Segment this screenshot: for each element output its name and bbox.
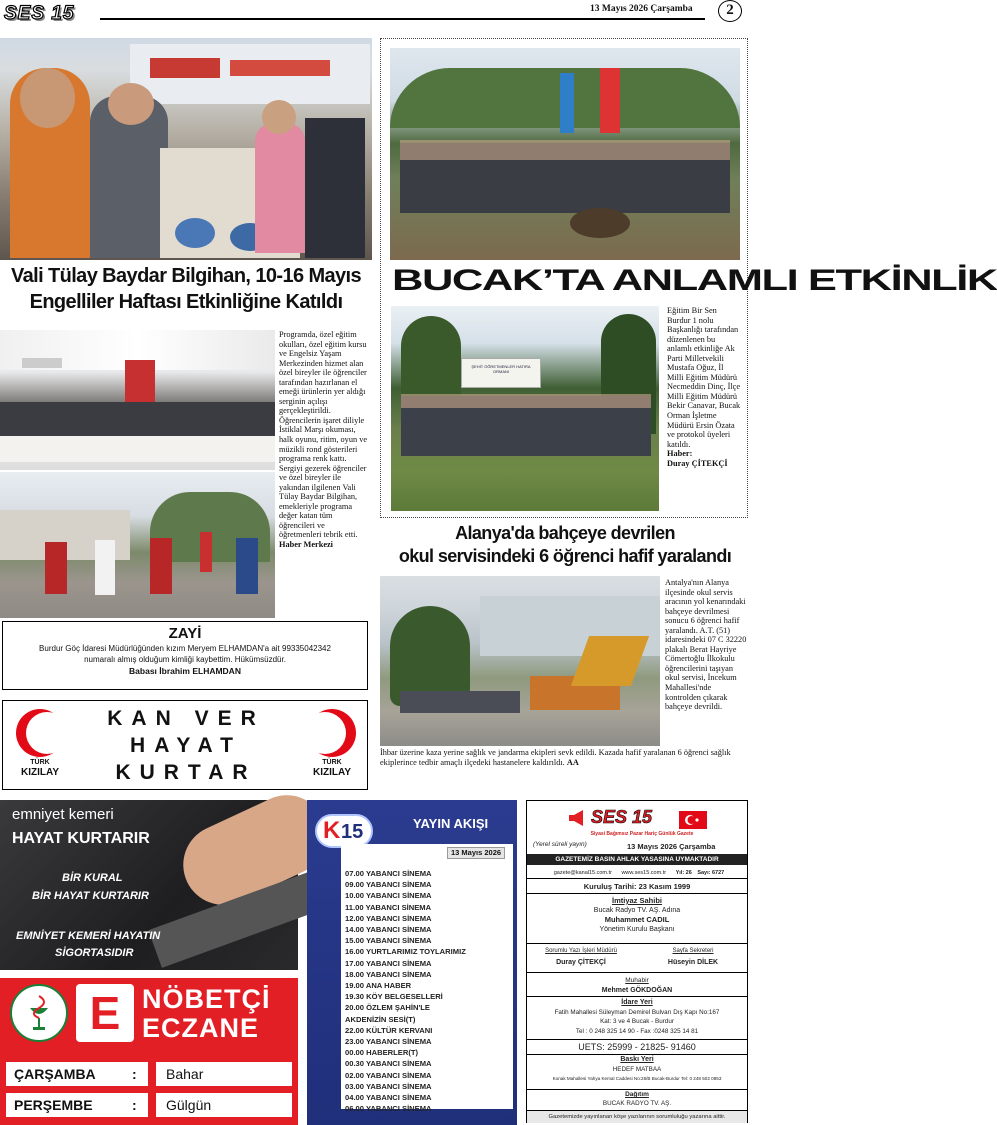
imprint-kurulus: Kuruluş Tarihi: 23 Kasım 1999 [527,881,747,894]
photo-vali-stage [0,330,275,470]
imprint-box [526,800,748,1123]
tv-time: 19.30 [345,992,365,1002]
pharmacy-title1: NÖBETÇİ [142,984,271,1014]
kizilay-label-right-2: KIZILAY [313,767,351,778]
photo-tree-planting [390,48,740,260]
imprint-sorumlu: Duray ÇİTEKÇİ [556,959,606,966]
imprint-imtiyaz [527,896,747,934]
tv-item [345,1070,511,1081]
story1-headline-line1: Vali Tülay Baydar Bilgihan, 10-16 Mayıs [10,265,362,287]
imprint-sayi: Sayı: 6727 [697,870,725,876]
imprint-baski-label: Baskı Yeri [620,1056,654,1063]
tv-program: YABANCI SİNEMA [366,880,432,890]
imprint-imtiyaz2: Muhammet CADIL [604,915,670,924]
story3-byline: AA [566,757,579,767]
tv-program: ANA HABER [365,981,412,991]
story1-body [279,330,368,610]
tv-item [345,868,511,879]
story3-headline-line2: okul servisindeki 6 öğrenci hafif yaralandı [398,546,732,566]
pharmacy-colon-0: : [132,1066,137,1082]
tv-time: 18.00 [345,969,365,979]
tv-program: YABANCI SİNEMA [366,1081,432,1091]
tv-item [345,1025,511,1036]
pharmacy-letter: E [76,984,134,1042]
tv-item [345,1092,511,1103]
tv-program: YABANCI SİNEMA [366,1059,432,1069]
kizilay-label-right-1: TÜRK [322,759,342,766]
tv-program: YABANCI SİNEMA [366,1093,432,1103]
story3-body: Antalya'nın Alanya ilçesinde okul servis aracının yol kenarındaki bahçeye devrilmesi sonucu 6 öğrenci hafif yaralandı. A.T. (51) idaresindeki 07 C 32220 plakalı Berat Hayriye Cömertoğlu İlkokulu öğrencilerini taşıyan okul servisi, İncekum Mahallesi'nde kontrolden çıkarak bahçeye devrildi. [665,578,747,712]
tv-time: 09.00 [345,880,365,890]
zayi-line1: Burdur Göç İdaresi Müdürlüğünden kızım Meryem ELHAMDAN'a ait 99335042342 [39,644,331,653]
tv-schedule [307,800,517,1125]
tv-time: 15.00 [345,936,365,946]
pharmacy-title2: ECZANE [142,1013,260,1043]
imprint-idare [527,998,747,1036]
header-date: 13 Mayıs 2026 Çarşamba [590,4,693,14]
imprint-idare1: Fatih Mahallesi Süleyman Demirel Bulvarı Dış Kapı No:167 [554,1008,720,1016]
tv-list [345,868,511,1114]
seatbelt-mid2: BİR HAYAT KURTARIR [32,890,149,902]
pharmacy-colon-1: : [132,1097,137,1113]
imprint-tagline: Siyasi Bağımsız Pazar Hariç Günlük Gazete [590,831,694,837]
story2-byline-label: Haber: [667,449,693,459]
kizilay-label-left-1: TÜRK [30,759,50,766]
imprint-dagitim-name: BUCAK RADYO TV. AŞ. [602,1100,672,1107]
tv-item [345,1036,511,1047]
kizilay-slogan-3: KURTAR [115,761,257,784]
seatbelt-top1: emniyet kemeri [12,806,114,823]
story1-text: Programda, özel eğitim okulları, özel eğitim kursu ve Engelsiz Yaşam Merkezinden hizmet alan özel bireyler ile öğrenciler tarafından hazırlanan el emeği ürünlerin yer aldığı serginin açılışı gerçekleştirildi. Öğrencilerin işaret diliyle İstiklal Marşı okuması, halk oyunu, ritim, oyun ve müzikli rond gösterileri programa renk kattı. Sergiyi gezerek öğrenciler ve özel bireyler ile yakından ilgilenen Vali Tülay Baydar Bilgihan, emekleriyle programa değer katan tüm öğrencileri ve öğretmenleri tebrik etti. [279,330,368,540]
story2-headline: BUCAK’TA ANLAMLI ETKİNLİK [392,264,997,297]
tv-item [345,1014,511,1025]
pharmacy-day-1: PERŞEMBE [6,1093,148,1117]
imprint-dagitim-label: Dağıtım [625,1091,649,1098]
tv-item [345,1058,511,1069]
turkish-flag-icon [679,811,707,829]
imprint-imtiyaz-label: İmtiyaz Sahibi [611,896,662,905]
tv-program: YABANCI SİNEMA [366,969,432,979]
story1-headline-line2: Engelliler Haftası Etkinliğine Katıldı [29,291,343,313]
tv-program: KÖY BELGESELLERİ [366,992,443,1002]
kizilay-label-left-2: KIZILAY [21,767,59,778]
photo-vali-exhibition [0,38,372,260]
tv-program: YABANCI SİNEMA [366,925,432,935]
tv-program: YABANCI SİNEMA [366,1070,432,1080]
tv-item [345,969,511,980]
imprint-idare2: Kat: 3 ve 4 Bucak - Burdur [600,1018,674,1025]
tv-program: YABANCI SİNEMA [366,869,432,878]
tv-program: YABANCI SİNEMA [366,913,432,923]
pharmacy-day-0: ÇARŞAMBA [6,1062,148,1086]
header-rule [100,18,705,20]
pharmacy-cup-icon [22,994,56,1034]
photo-memorial-forest [391,306,659,511]
pharmacy-box [0,978,298,1125]
megaphone-icon [567,809,589,827]
tv-time: 20.00 [345,1003,365,1013]
tv-date: 13 Mayıs 2026 [447,847,505,859]
tv-item [345,980,511,991]
tv-time: 02.00 [345,1070,365,1080]
tv-item [345,946,511,957]
red-crescent-icon-right [301,707,363,759]
pharmacy-row-1 [6,1093,292,1117]
kizilay-slogan-1: KAN VER [107,707,265,730]
kizilay-ad [2,700,368,790]
tv-time: 14.00 [345,925,365,935]
red-crescent-icon-left [9,707,71,759]
seatbelt-bot2: SİGORTASIDIR [55,947,134,959]
tv-program: YABANCI SİNEMA [365,902,432,912]
imprint-email[interactable]: gazete@kanal15.com.tr [553,870,612,876]
tv-program: ÖZLEM ŞAHİN'LE [366,1003,430,1013]
tv-item [345,1103,511,1114]
imprint-dagitim [527,1089,747,1108]
tv-time: 19.00 [345,981,365,991]
pharmacy-name-1: Gülgün [156,1093,292,1117]
story2-body [667,306,742,516]
tv-title: YAYIN AKIŞI [413,816,489,831]
tv-item [345,879,511,890]
imprint-yil: Yıl: 26 [675,870,692,876]
tv-item [345,913,511,924]
seatbelt-bot1: EMNİYET KEMERİ HAYATIN [16,930,161,942]
tv-program: YABANCI SİNEMA [366,891,432,901]
imprint-web[interactable]: www.ses15.com.tr [621,870,667,876]
seatbelt-top2: HAYAT KURTARIR [12,830,150,847]
imprint-baski1: HEDEF MATBAA [612,1065,662,1073]
tv-time: 16.00 [345,947,365,957]
tv-program: HABERLER(T) [366,1048,419,1058]
tv-item [345,890,511,901]
photo-school-bus-accident [380,576,660,746]
tv-time: 12.00 [345,913,365,923]
pharmacy-name-0: Bahar [156,1062,292,1086]
tv-time: 04.00 [345,1093,365,1103]
pharmacy-row-0 [6,1062,292,1086]
zayi-signature: Babası İbrahim ELHAMDAN [129,666,241,676]
tv-time: 06.00 [345,1104,365,1114]
tv-program: YABANCI SİNEMA [366,936,432,946]
kizilay-slogan [83,705,289,786]
imprint-muhabir [527,976,747,997]
imprint-brand: SES 15 [591,807,653,827]
story2-byline: Duray ÇİTEKÇİ [667,458,728,468]
imprint-yerel: (Yerel süreli yayın) [533,841,587,848]
seatbelt-mid1: BİR KURAL [62,872,123,884]
imprint-idare3: Tel : 0 248 325 14 90 - Fax :0248 325 14 81 [575,1027,699,1035]
tv-item [345,1002,511,1013]
zayi-line2: numaralı almış olduğum kimliği kaybettim. Hükümsüzdür. [84,654,286,664]
zayi-notice [2,621,368,690]
tv-program: YURTLARIMIZ TOYLARIMIZ [366,947,466,957]
imprint-date: 13 Mayıs 2026 Çarşamba [627,842,716,851]
tv-time: 22.00 [345,1025,365,1035]
imprint-baski2: Konak Mahallesi Yahya Kemal Caddesi No:26/B Bucak-Burdur Tel: 0 248 502 0853 [552,1076,722,1081]
imprint-muhabir-name: Mehmet GÖKDOĞAN [601,986,673,994]
tv-item [345,1047,511,1058]
tv-program: YABANCI SİNEMA [366,958,432,968]
tv-time: 00.00 [345,1048,365,1058]
seatbelt-ad [0,800,298,970]
imprint-idare-label: İdare Yeri [621,999,653,1006]
kizilay-slogan-2: HAYAT [130,734,242,757]
imprint-staff [527,943,747,973]
memorial-sign: ŞEHİT ÖĞRETMENLER HATIRA ORMANI [471,364,531,374]
tv-program: YABANCI SİNEMA [366,1037,432,1047]
story1-byline: Haber Merkezi [279,540,333,550]
story1-headline [0,263,372,315]
imprint-footer: Gazetemizde yayınlanan köşe yazılarının sorumluluğu yazarına aittir. [527,1110,747,1123]
story2-text: Eğitim Bir Sen Burdur 1 nolu Başkanlığı tarafından düzenlenen bu anlamlı etkinliğe Ak Parti Milletvekili Mustafa Oğuz, İl Milli Eğitim Müdürü Necmeddin Dinç, İlçe Milli Eğitim Müdürü Bekir Canavar, Bucak Orman İşletme Müdürü Ersin Özata ve protokol üyeleri katıldı. [667,306,741,449]
k15-logo-k: K [323,817,341,844]
tv-item [345,924,511,935]
kizilay-label-left [11,759,69,779]
tv-program: AKDENİZİN SESİ(T) [345,1014,416,1024]
story3-text-cont: İhbar üzerine kaza yerine sağlık ve jandarma ekipleri sevk edildi. Kazada hafif yaralanan 6 öğrenci sağlık ekiplerince tedbir amaçlı ilçedeki hastanelere kaldırıldı. [380,748,731,767]
zayi-title: ZAYİ [168,625,202,642]
imprint-muhabir-label: Muhabir [625,977,649,984]
tv-item [345,902,511,913]
tv-time: 00.30 [345,1059,365,1069]
imprint-imtiyaz3: Yönetim Kurulu Başkanı [599,925,675,933]
tv-program: KÜLTÜR KERVANI [366,1025,433,1035]
page-number: 2 [718,0,742,22]
tv-item [345,1081,511,1092]
kizilay-label-right [303,759,361,779]
tv-item [345,991,511,1002]
tv-item [345,958,511,969]
imprint-sayfa-label: Sayfa Sekreteri [672,948,714,954]
page-header [0,0,750,26]
tv-time: 23.00 [345,1037,365,1047]
tv-time: 03.00 [345,1081,365,1091]
story3-headline [380,522,750,568]
story3-body-cont [380,748,748,786]
imprint-uets: UETS: 25999 - 21825- 91460 [527,1039,747,1055]
tv-time: 07.00 [345,869,365,878]
imprint-imtiyaz1: Bucak Radyo TV. AŞ. Adına [593,906,681,914]
k15-logo-num: 15 [341,821,364,843]
tv-item [345,935,511,946]
tv-program: YABANCI SİNEMA [366,1104,432,1114]
imprint-ethics: GAZETEMİZ BASIN AHLAK YASASINA UYMAKTADIR [527,854,747,865]
photo-folk-dance [0,472,275,618]
tv-time: 17.00 [345,958,365,968]
imprint-sayfa: Hüseyin DİLEK [667,959,719,966]
tv-time: 10.00 [345,891,365,901]
imprint-sorumlu-label: Sorumlu Yazı İşleri Müdürü [545,948,617,954]
story3-headline-line1: Alanya'da bahçeye devrilen [455,523,675,543]
imprint-baski [527,1055,747,1084]
header-brand: SES 15 [4,3,75,24]
tv-time: 11.00 [345,902,364,912]
imprint-contact-row [527,867,747,879]
